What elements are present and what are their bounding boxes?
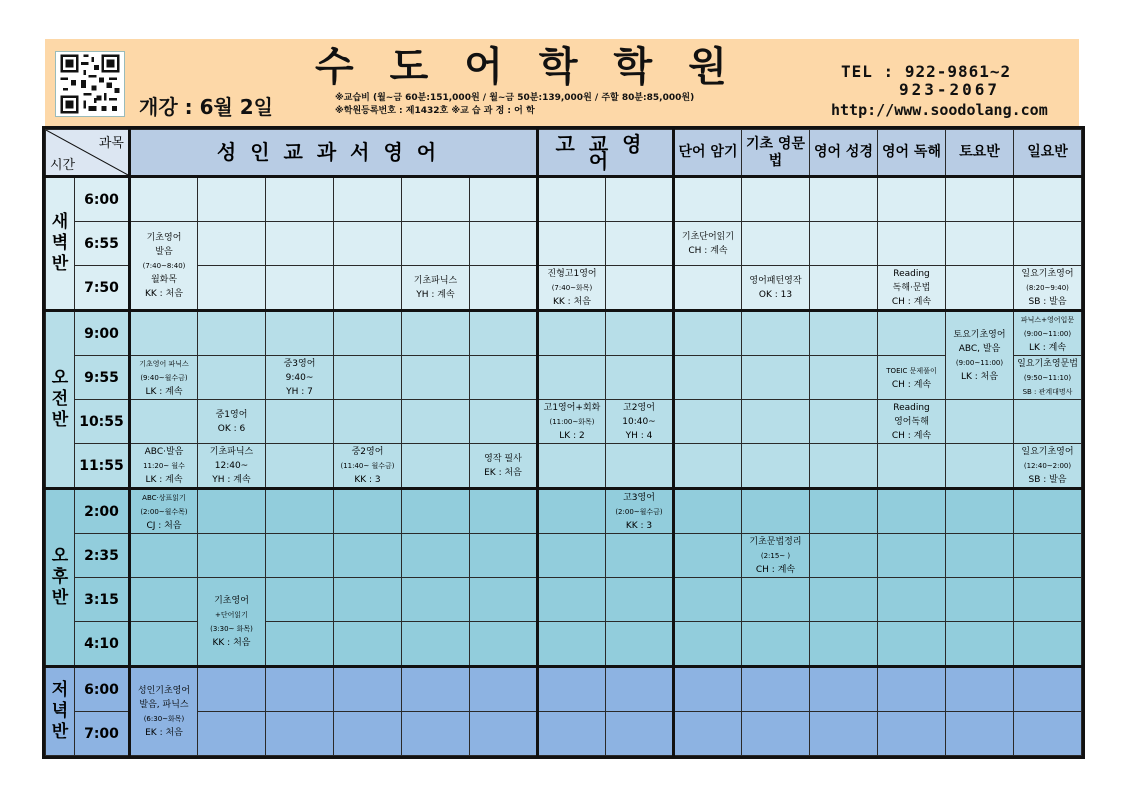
time-slot: 2:35 xyxy=(75,534,130,578)
time-slot: 11:55 xyxy=(75,444,130,489)
class-cell[interactable]: 고3영어 (2:00~월수금) KK : 3 xyxy=(606,489,674,534)
empty-slot xyxy=(878,444,946,489)
empty-slot xyxy=(334,712,402,756)
empty-slot xyxy=(538,356,606,400)
empty-slot xyxy=(538,311,606,356)
class-cell[interactable]: 진형고1영어 (7:40~화목) KK : 처음 xyxy=(538,266,606,311)
phone-block xyxy=(841,63,1011,99)
empty-slot xyxy=(742,356,810,400)
class-cell[interactable]: 기초문법정리 (2:15~ ) CH : 계속 xyxy=(742,534,810,578)
section-dawn: 새벽반 xyxy=(46,177,75,311)
section-evening: 저녁반 xyxy=(46,667,75,756)
empty-slot xyxy=(1014,667,1082,712)
empty-slot xyxy=(674,400,742,444)
empty-slot xyxy=(606,311,674,356)
empty-slot xyxy=(402,311,470,356)
class-cell[interactable]: 일요기초영어 (8:20~9:40) SB : 발음 xyxy=(1014,266,1082,311)
empty-slot xyxy=(470,311,538,356)
empty-slot xyxy=(810,622,878,667)
empty-slot xyxy=(130,578,198,622)
col-vocab: 단어 암기 xyxy=(674,130,742,177)
time-slot: 6:00 xyxy=(75,177,130,222)
empty-slot xyxy=(470,578,538,622)
empty-slot xyxy=(878,578,946,622)
empty-slot xyxy=(946,578,1014,622)
empty-slot xyxy=(402,534,470,578)
empty-slot xyxy=(742,622,810,667)
empty-slot xyxy=(334,311,402,356)
empty-slot xyxy=(470,489,538,534)
class-cell[interactable]: 파닉스+영어입문 (9:00~11:00) LK : 계속 xyxy=(1014,311,1082,356)
empty-slot xyxy=(810,311,878,356)
empty-slot xyxy=(130,622,198,667)
col-grammar: 기초 영문법 xyxy=(742,130,810,177)
empty-slot xyxy=(946,489,1014,534)
empty-slot xyxy=(538,534,606,578)
empty-slot xyxy=(674,712,742,756)
empty-slot xyxy=(742,222,810,266)
col-sunday: 일요반 xyxy=(1014,130,1082,177)
empty-slot xyxy=(946,400,1014,444)
time-slot: 9:55 xyxy=(75,356,130,400)
empty-slot xyxy=(946,622,1014,667)
time-slot: 2:00 xyxy=(75,489,130,534)
empty-slot xyxy=(606,712,674,756)
class-cell[interactable]: Reading 독해·문법 CH : 계속 xyxy=(878,266,946,311)
empty-slot xyxy=(470,712,538,756)
empty-slot xyxy=(130,311,198,356)
empty-slot xyxy=(878,311,946,356)
phone-number-2[interactable]: 923-2067 xyxy=(899,80,1001,99)
empty-slot xyxy=(470,177,538,222)
class-cell[interactable]: 일요기초영어 (12:40~2:00) SB : 발음 xyxy=(1014,444,1082,489)
empty-slot xyxy=(878,667,946,712)
empty-slot xyxy=(334,356,402,400)
empty-slot xyxy=(266,266,334,311)
empty-slot xyxy=(606,667,674,712)
col-bible: 영어 성경 xyxy=(810,130,878,177)
empty-slot xyxy=(742,177,810,222)
empty-slot xyxy=(1014,578,1082,622)
empty-slot xyxy=(334,489,402,534)
empty-slot xyxy=(878,712,946,756)
empty-slot xyxy=(198,177,266,222)
empty-slot xyxy=(946,667,1014,712)
time-label: 시간 xyxy=(50,158,76,173)
empty-slot xyxy=(470,667,538,712)
empty-slot xyxy=(402,222,470,266)
schedule-table xyxy=(45,129,1082,756)
empty-slot xyxy=(1014,177,1082,222)
empty-slot xyxy=(538,712,606,756)
empty-slot xyxy=(674,622,742,667)
qr-code-icon[interactable] xyxy=(55,51,125,117)
class-cell[interactable]: 중2영어 (11:40~ 월수금) KK : 3 xyxy=(334,444,402,489)
empty-slot xyxy=(198,667,266,712)
empty-slot xyxy=(538,177,606,222)
time-slot: 6:00 xyxy=(75,667,130,712)
empty-slot xyxy=(538,489,606,534)
class-cell[interactable]: 중3영어 9:40~ YH : 7 xyxy=(266,356,334,400)
empty-slot xyxy=(810,578,878,622)
empty-slot xyxy=(674,177,742,222)
empty-slot xyxy=(266,712,334,756)
empty-slot xyxy=(402,444,470,489)
empty-slot xyxy=(810,356,878,400)
empty-slot xyxy=(198,712,266,756)
empty-slot xyxy=(402,578,470,622)
registration-note: ※학원등록번호 : 제1432호 ※교 습 과 정 : 어 학 xyxy=(335,106,535,116)
empty-slot xyxy=(810,400,878,444)
empty-slot xyxy=(130,177,198,222)
tuition-note: ※교습비 (월~금 60분:151,000원 / 월~금 50분:139,000원 / 주할 80분:85,000원) xyxy=(335,93,695,103)
empty-slot xyxy=(810,489,878,534)
empty-slot xyxy=(810,667,878,712)
empty-slot xyxy=(946,444,1014,489)
empty-slot xyxy=(606,578,674,622)
empty-slot xyxy=(606,222,674,266)
empty-slot xyxy=(674,534,742,578)
opening-date: 개강 : 6월 2일 xyxy=(139,95,273,119)
empty-slot xyxy=(402,400,470,444)
class-cell[interactable]: TOEIC 문제풀이 CH : 계속 xyxy=(878,356,946,400)
empty-slot xyxy=(470,622,538,667)
empty-slot xyxy=(538,444,606,489)
empty-slot xyxy=(1014,222,1082,266)
class-cell[interactable]: 고1영어+회화 (11:00~화목) LK : 2 xyxy=(538,400,606,444)
empty-slot xyxy=(266,311,334,356)
col-adult-textbook: 성인교과서영어 xyxy=(130,130,538,177)
time-slot: 4:10 xyxy=(75,622,130,667)
time-slot: 7:50 xyxy=(75,266,130,311)
col-reading: 영어 독해 xyxy=(878,130,946,177)
empty-slot xyxy=(334,667,402,712)
empty-slot xyxy=(334,578,402,622)
empty-slot xyxy=(946,712,1014,756)
empty-slot xyxy=(810,222,878,266)
empty-slot xyxy=(606,444,674,489)
empty-slot xyxy=(402,177,470,222)
class-cell[interactable]: Reading 영어독해 CH : 계속 xyxy=(878,400,946,444)
website-link[interactable]: http://www.soodolang.com xyxy=(831,101,1048,119)
class-cell[interactable]: 일요기초영문법 (9:50~11:10) SB : 관계대명사 xyxy=(1014,356,1082,400)
empty-slot xyxy=(606,534,674,578)
time-slot: 10:55 xyxy=(75,400,130,444)
time-slot: 7:00 xyxy=(75,712,130,756)
subject-label: 과목 xyxy=(98,136,124,151)
class-cell[interactable]: 기초영어 +단어읽기 (3:30~ 화목) KK : 처음 xyxy=(198,578,266,667)
col-high-school: 고교영어 xyxy=(538,130,674,177)
empty-slot xyxy=(538,622,606,667)
time-slot: 9:00 xyxy=(75,311,130,356)
empty-slot xyxy=(878,534,946,578)
empty-slot xyxy=(266,667,334,712)
empty-slot xyxy=(266,400,334,444)
empty-slot xyxy=(266,444,334,489)
empty-slot xyxy=(946,177,1014,222)
empty-slot xyxy=(1014,400,1082,444)
empty-slot xyxy=(334,177,402,222)
empty-slot xyxy=(334,400,402,444)
empty-slot xyxy=(198,489,266,534)
empty-slot xyxy=(198,534,266,578)
class-cell[interactable]: 기초단어읽기 CH : 계속 xyxy=(674,222,742,266)
empty-slot xyxy=(266,622,334,667)
empty-slot xyxy=(742,444,810,489)
phone-number-1[interactable]: 922-9861~2 xyxy=(904,62,1012,81)
time-slot: 6:55 xyxy=(75,222,130,266)
empty-slot xyxy=(946,222,1014,266)
empty-slot xyxy=(810,712,878,756)
empty-slot xyxy=(674,444,742,489)
empty-slot xyxy=(742,712,810,756)
empty-slot xyxy=(674,266,742,311)
empty-slot xyxy=(538,578,606,622)
empty-slot xyxy=(1014,712,1082,756)
empty-slot xyxy=(878,622,946,667)
empty-slot xyxy=(198,311,266,356)
empty-slot xyxy=(198,266,266,311)
empty-slot xyxy=(402,489,470,534)
empty-slot xyxy=(130,534,198,578)
tel-label: TEL : xyxy=(841,62,895,81)
empty-slot xyxy=(606,356,674,400)
class-cell[interactable]: 성인기초영어 발음, 파닉스 (6:30~화목) EK : 처음 xyxy=(130,667,198,756)
empty-slot xyxy=(538,667,606,712)
empty-slot xyxy=(266,578,334,622)
empty-slot xyxy=(198,222,266,266)
empty-slot xyxy=(878,222,946,266)
class-cell[interactable]: 기초영어 발음 (7:40~8:40) 월화목 KK : 처음 xyxy=(130,222,198,311)
section-morning: 오전반 xyxy=(46,311,75,489)
empty-slot xyxy=(810,534,878,578)
empty-slot xyxy=(606,266,674,311)
time-slot: 3:15 xyxy=(75,578,130,622)
col-saturday: 토요반 xyxy=(946,130,1014,177)
empty-slot xyxy=(878,489,946,534)
class-cell[interactable]: 중1영어 OK : 6 xyxy=(198,400,266,444)
empty-slot xyxy=(402,622,470,667)
empty-slot xyxy=(810,177,878,222)
empty-slot xyxy=(334,622,402,667)
class-cell[interactable]: 영작 필사 EK : 처음 xyxy=(470,444,538,489)
empty-slot xyxy=(606,177,674,222)
section-afternoon: 오후반 xyxy=(46,489,75,667)
empty-slot xyxy=(946,266,1014,311)
page-title: 수도어학학원 xyxy=(315,44,763,90)
class-cell[interactable]: ABC·상표읽기 (2:00~월수목) CJ : 처음 xyxy=(130,489,198,534)
empty-slot xyxy=(470,222,538,266)
empty-slot xyxy=(470,400,538,444)
empty-slot xyxy=(674,578,742,622)
empty-slot xyxy=(1014,534,1082,578)
empty-slot xyxy=(810,444,878,489)
class-cell[interactable]: 영어패턴영작 OK : 13 xyxy=(742,266,810,311)
empty-slot xyxy=(742,400,810,444)
empty-slot xyxy=(334,266,402,311)
empty-slot xyxy=(1014,489,1082,534)
class-cell[interactable]: 기초파닉스 YH : 계속 xyxy=(402,266,470,311)
empty-slot xyxy=(606,622,674,667)
empty-slot xyxy=(266,489,334,534)
class-cell[interactable]: 토요기초영어 ABC, 발음 (9:00~11:00) LK : 처음 xyxy=(946,311,1014,400)
empty-slot xyxy=(198,356,266,400)
class-cell[interactable]: 기초파닉스 12:40~ YH : 계속 xyxy=(198,444,266,489)
empty-slot xyxy=(674,489,742,534)
tuition-notes xyxy=(335,92,694,118)
empty-slot xyxy=(674,667,742,712)
empty-slot xyxy=(334,222,402,266)
empty-slot xyxy=(1014,622,1082,667)
empty-slot xyxy=(742,578,810,622)
empty-slot xyxy=(470,356,538,400)
empty-slot xyxy=(402,667,470,712)
empty-slot xyxy=(742,667,810,712)
class-cell[interactable]: 기초영어 파닉스 (9:40~월수금) LK : 계속 xyxy=(130,356,198,400)
empty-slot xyxy=(946,534,1014,578)
empty-slot xyxy=(538,222,606,266)
empty-slot xyxy=(878,177,946,222)
empty-slot xyxy=(402,356,470,400)
empty-slot xyxy=(334,534,402,578)
empty-slot xyxy=(470,534,538,578)
empty-slot xyxy=(266,222,334,266)
empty-slot xyxy=(742,489,810,534)
empty-slot xyxy=(266,534,334,578)
empty-slot xyxy=(742,311,810,356)
header xyxy=(45,39,1079,127)
empty-slot xyxy=(674,311,742,356)
empty-slot xyxy=(810,266,878,311)
empty-slot xyxy=(402,712,470,756)
class-cell[interactable]: 고2영어 10:40~ YH : 4 xyxy=(606,400,674,444)
class-cell[interactable]: ABC·발음 11:20~ 월수 LK : 계속 xyxy=(130,444,198,489)
empty-slot xyxy=(130,400,198,444)
empty-slot xyxy=(470,266,538,311)
empty-slot xyxy=(674,356,742,400)
corner-header xyxy=(46,130,130,177)
empty-slot xyxy=(266,177,334,222)
